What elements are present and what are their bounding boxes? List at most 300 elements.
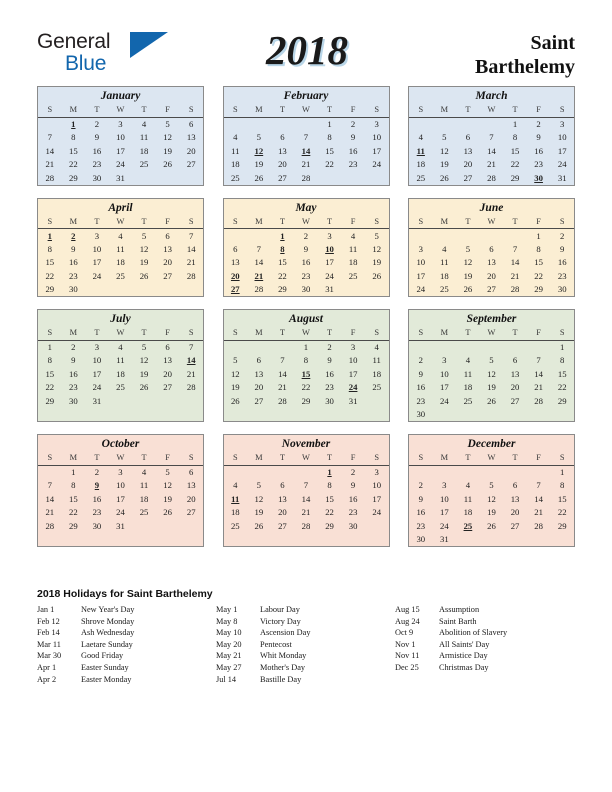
day-cell[interactable]: 3 <box>118 119 123 129</box>
day-cell[interactable]: 23 <box>557 270 567 281</box>
day-cell[interactable]: 7 <box>280 355 285 366</box>
day-cell[interactable]: 20 <box>163 257 172 268</box>
day-cell[interactable]: 8 <box>303 355 309 366</box>
month-block-july[interactable] <box>37 309 204 422</box>
day-cell[interactable]: 8 <box>71 480 76 491</box>
day-cell[interactable]: 4 <box>442 243 447 254</box>
month-block-september[interactable] <box>408 309 575 422</box>
day-cell[interactable]: 18 <box>230 507 240 518</box>
day-cell[interactable]: 22 <box>325 507 334 518</box>
day-cell[interactable]: 14 <box>534 493 543 504</box>
day-cell[interactable]: 29 <box>45 395 55 406</box>
day-cell-holiday[interactable]: 21 <box>254 270 264 281</box>
day-cell[interactable]: 26 <box>139 382 149 393</box>
day-cell[interactable]: 7 <box>536 480 541 491</box>
day-cell[interactable]: 5 <box>256 132 262 143</box>
day-cell[interactable]: 21 <box>186 368 196 379</box>
day-cell[interactable]: 4 <box>118 342 123 352</box>
day-cell[interactable]: 15 <box>557 493 567 504</box>
day-cell[interactable]: 29 <box>69 520 78 531</box>
day-cell[interactable]: 27 <box>487 284 496 295</box>
day-cell[interactable]: 19 <box>487 382 496 393</box>
day-cell[interactable]: 28 <box>487 172 496 183</box>
day-cell[interactable]: 6 <box>165 230 170 241</box>
day-cell[interactable]: 15 <box>325 145 334 156</box>
day-cell[interactable]: 9 <box>94 132 100 143</box>
day-cell[interactable]: 8 <box>327 132 332 143</box>
day-cell[interactable]: 24 <box>325 270 334 281</box>
day-cell[interactable]: 5 <box>489 480 494 491</box>
day-cell[interactable]: 11 <box>139 132 149 143</box>
day-cell[interactable]: 22 <box>301 382 311 393</box>
day-cell[interactable]: 2 <box>350 119 356 129</box>
day-cell[interactable]: 27 <box>278 520 287 531</box>
day-cell[interactable]: 21 <box>487 159 496 170</box>
day-cell[interactable]: 24 <box>557 159 567 170</box>
day-cell[interactable]: 25 <box>116 270 125 281</box>
day-cell[interactable]: 24 <box>92 270 102 281</box>
day-cell[interactable]: 21 <box>278 382 287 393</box>
day-cell[interactable]: 2 <box>560 230 565 241</box>
day-cell[interactable]: 27 <box>254 395 264 406</box>
day-cell[interactable]: 23 <box>534 159 543 170</box>
day-cell[interactable]: 29 <box>557 520 567 531</box>
day-cell[interactable]: 20 <box>163 368 172 379</box>
day-cell[interactable]: 24 <box>440 520 449 531</box>
day-cell[interactable]: 18 <box>116 368 125 379</box>
day-cell[interactable]: 4 <box>374 342 379 352</box>
day-cell[interactable]: 9 <box>536 132 541 143</box>
day-cell[interactable]: 16 <box>325 368 334 379</box>
day-cell[interactable]: 17 <box>372 145 382 156</box>
day-cell[interactable]: 19 <box>230 382 240 393</box>
day-cell[interactable]: 18 <box>116 257 125 268</box>
day-cell[interactable]: 11 <box>372 355 381 366</box>
day-cell[interactable]: 17 <box>116 493 125 504</box>
day-cell[interactable]: 12 <box>463 257 473 268</box>
day-cell[interactable]: 21 <box>301 507 311 518</box>
day-cell[interactable]: 21 <box>534 382 543 393</box>
day-cell[interactable]: 12 <box>440 145 449 156</box>
day-cell[interactable]: 21 <box>45 507 55 518</box>
day-cell[interactable]: 26 <box>487 395 496 406</box>
day-cell[interactable]: 4 <box>350 230 356 241</box>
day-cell[interactable]: 19 <box>440 159 449 170</box>
day-cell[interactable]: 23 <box>348 159 358 170</box>
day-cell[interactable]: 29 <box>510 172 520 183</box>
day-cell[interactable]: 1 <box>47 342 52 352</box>
day-cell[interactable]: 29 <box>534 284 543 295</box>
day-cell[interactable]: 21 <box>301 159 311 170</box>
day-cell[interactable]: 23 <box>92 159 102 170</box>
day-cell[interactable]: 27 <box>186 159 196 170</box>
day-cell[interactable]: 31 <box>348 395 358 406</box>
day-cell[interactable]: 15 <box>69 493 78 504</box>
day-cell[interactable]: 18 <box>230 159 240 170</box>
day-cell[interactable]: 16 <box>534 145 543 156</box>
day-cell[interactable]: 24 <box>116 159 125 170</box>
month-block-january[interactable] <box>37 86 204 186</box>
day-cell[interactable]: 10 <box>348 355 358 366</box>
day-cell[interactable]: 27 <box>163 382 172 393</box>
day-cell[interactable]: 10 <box>557 132 567 143</box>
day-cell[interactable]: 28 <box>278 395 287 406</box>
day-cell[interactable]: 3 <box>94 230 100 241</box>
day-cell[interactable]: 1 <box>536 230 541 241</box>
day-cell[interactable]: 25 <box>463 395 473 406</box>
day-cell[interactable]: 13 <box>230 257 240 268</box>
day-cell[interactable]: 6 <box>189 467 194 477</box>
day-cell[interactable]: 13 <box>278 145 287 156</box>
day-cell[interactable]: 6 <box>280 132 285 143</box>
day-cell[interactable]: 17 <box>348 368 358 379</box>
day-cell[interactable]: 17 <box>440 382 449 393</box>
day-cell[interactable]: 11 <box>348 243 358 254</box>
day-cell[interactable]: 25 <box>440 284 449 295</box>
day-cell[interactable]: 9 <box>418 368 423 379</box>
day-cell-holiday[interactable]: 8 <box>280 243 285 254</box>
day-cell[interactable]: 22 <box>534 270 543 281</box>
day-cell[interactable]: 8 <box>536 243 541 254</box>
day-cell[interactable]: 21 <box>510 270 520 281</box>
day-cell[interactable]: 20 <box>278 507 287 518</box>
day-cell[interactable]: 15 <box>45 368 55 379</box>
month-block-may[interactable] <box>223 198 390 298</box>
day-cell-holiday[interactable]: 14 <box>186 355 196 366</box>
day-cell[interactable]: 23 <box>416 395 426 406</box>
day-cell[interactable]: 26 <box>230 395 240 406</box>
day-cell-holiday[interactable]: 14 <box>301 145 311 156</box>
day-cell[interactable]: 12 <box>163 132 172 143</box>
day-cell[interactable]: 10 <box>92 355 102 366</box>
day-cell[interactable]: 4 <box>465 355 471 366</box>
day-cell[interactable]: 16 <box>92 145 102 156</box>
day-cell[interactable]: 21 <box>186 257 196 268</box>
day-cell[interactable]: 17 <box>325 257 334 268</box>
month-block-november[interactable] <box>223 434 390 547</box>
day-cell[interactable]: 25 <box>139 159 149 170</box>
day-cell[interactable]: 31 <box>557 172 567 183</box>
day-cell[interactable]: 30 <box>69 284 78 295</box>
day-cell[interactable]: 23 <box>325 382 334 393</box>
day-cell[interactable]: 28 <box>510 284 520 295</box>
day-cell[interactable]: 16 <box>557 257 567 268</box>
day-cell[interactable]: 8 <box>512 132 518 143</box>
day-cell-holiday[interactable]: 1 <box>71 119 76 129</box>
day-cell[interactable]: 5 <box>165 119 170 129</box>
day-cell[interactable]: 16 <box>348 145 358 156</box>
day-cell[interactable]: 2 <box>418 355 423 366</box>
day-cell[interactable]: 3 <box>94 342 100 352</box>
day-cell-holiday[interactable]: 12 <box>254 145 264 156</box>
day-cell[interactable]: 17 <box>416 270 426 281</box>
day-cell[interactable]: 7 <box>512 243 518 254</box>
day-cell[interactable]: 22 <box>69 507 78 518</box>
day-cell[interactable]: 20 <box>510 507 520 518</box>
day-cell[interactable]: 29 <box>301 395 311 406</box>
day-cell[interactable]: 21 <box>45 159 55 170</box>
day-cell[interactable]: 15 <box>534 257 543 268</box>
day-cell[interactable]: 10 <box>92 243 102 254</box>
day-cell[interactable]: 13 <box>278 493 287 504</box>
day-cell[interactable]: 3 <box>118 467 123 477</box>
day-cell[interactable]: 12 <box>139 243 149 254</box>
day-cell[interactable]: 12 <box>487 368 496 379</box>
day-cell[interactable]: 13 <box>510 368 520 379</box>
day-cell[interactable]: 6 <box>512 355 518 366</box>
day-cell-holiday[interactable]: 10 <box>325 243 334 254</box>
day-cell[interactable]: 15 <box>325 493 334 504</box>
day-cell[interactable]: 3 <box>442 355 447 366</box>
day-cell[interactable]: 31 <box>116 172 125 183</box>
day-cell[interactable]: 7 <box>256 243 262 254</box>
day-cell[interactable]: 13 <box>254 368 264 379</box>
day-cell[interactable]: 4 <box>418 132 423 143</box>
day-cell[interactable]: 11 <box>231 145 240 156</box>
day-cell[interactable]: 3 <box>350 342 356 352</box>
day-cell[interactable]: 18 <box>440 270 449 281</box>
day-cell-holiday[interactable]: 1 <box>280 230 285 241</box>
day-cell[interactable]: 29 <box>69 172 78 183</box>
day-cell[interactable]: 1 <box>327 119 332 129</box>
day-cell[interactable]: 19 <box>139 368 149 379</box>
day-cell[interactable]: 3 <box>374 119 379 129</box>
day-cell[interactable]: 20 <box>186 493 196 504</box>
day-cell[interactable]: 28 <box>186 270 196 281</box>
day-cell[interactable]: 17 <box>557 145 567 156</box>
day-cell[interactable]: 25 <box>230 520 240 531</box>
day-cell[interactable]: 13 <box>186 480 196 491</box>
day-cell[interactable]: 13 <box>186 132 196 143</box>
day-cell[interactable]: 27 <box>510 520 520 531</box>
day-cell[interactable]: 29 <box>557 395 567 406</box>
day-cell[interactable]: 3 <box>560 119 565 129</box>
month-block-april[interactable] <box>37 198 204 298</box>
day-cell-holiday[interactable]: 25 <box>463 520 473 531</box>
day-cell[interactable]: 27 <box>278 172 287 183</box>
day-cell[interactable]: 8 <box>327 480 332 491</box>
day-cell[interactable]: 28 <box>45 520 55 531</box>
day-cell-holiday[interactable]: 24 <box>348 382 358 393</box>
day-cell[interactable]: 11 <box>440 257 449 268</box>
day-cell[interactable]: 16 <box>348 493 358 504</box>
day-cell[interactable]: 26 <box>139 270 149 281</box>
day-cell[interactable]: 26 <box>163 507 172 518</box>
day-cell[interactable]: 31 <box>92 395 102 406</box>
day-cell[interactable]: 30 <box>416 409 426 420</box>
day-cell[interactable]: 25 <box>372 382 382 393</box>
month-block-june[interactable] <box>408 198 575 298</box>
day-cell[interactable]: 19 <box>163 493 172 504</box>
day-cell[interactable]: 30 <box>69 395 78 406</box>
day-cell[interactable]: 9 <box>327 355 332 366</box>
day-cell[interactable]: 25 <box>416 172 426 183</box>
day-cell[interactable]: 22 <box>45 270 55 281</box>
day-cell[interactable]: 17 <box>92 257 102 268</box>
day-cell[interactable]: 23 <box>69 270 78 281</box>
day-cell[interactable]: 6 <box>489 243 494 254</box>
day-cell-holiday[interactable]: 27 <box>230 284 240 295</box>
day-cell[interactable]: 26 <box>254 520 264 531</box>
day-cell[interactable]: 7 <box>536 355 541 366</box>
day-cell[interactable]: 1 <box>560 342 565 352</box>
day-cell[interactable]: 28 <box>186 382 196 393</box>
day-cell[interactable]: 10 <box>440 368 449 379</box>
day-cell[interactable]: 4 <box>141 467 147 477</box>
day-cell[interactable]: 13 <box>163 355 172 366</box>
day-cell[interactable]: 23 <box>416 520 426 531</box>
day-cell[interactable]: 4 <box>118 230 123 241</box>
day-cell[interactable]: 8 <box>560 355 565 366</box>
day-cell[interactable]: 5 <box>165 467 170 477</box>
day-cell[interactable]: 26 <box>463 284 473 295</box>
day-cell[interactable]: 8 <box>47 243 52 254</box>
day-cell[interactable]: 7 <box>489 132 494 143</box>
day-cell[interactable]: 17 <box>440 507 449 518</box>
day-cell[interactable]: 30 <box>92 172 102 183</box>
day-cell[interactable]: 5 <box>256 480 262 491</box>
month-block-march[interactable] <box>408 86 575 186</box>
day-cell[interactable]: 7 <box>189 342 194 352</box>
day-cell[interactable]: 19 <box>463 270 473 281</box>
day-cell[interactable]: 28 <box>301 172 311 183</box>
day-cell[interactable]: 13 <box>487 257 496 268</box>
day-cell[interactable]: 26 <box>372 270 382 281</box>
day-cell-holiday[interactable]: 9 <box>94 480 100 491</box>
day-cell[interactable]: 28 <box>301 520 311 531</box>
day-cell[interactable]: 26 <box>487 520 496 531</box>
day-cell[interactable]: 14 <box>301 493 311 504</box>
day-cell[interactable]: 5 <box>233 355 238 366</box>
day-cell[interactable]: 16 <box>69 257 78 268</box>
day-cell[interactable]: 4 <box>141 119 147 129</box>
day-cell[interactable]: 12 <box>230 368 240 379</box>
day-cell[interactable]: 31 <box>325 284 334 295</box>
day-cell[interactable]: 7 <box>47 132 52 143</box>
day-cell[interactable]: 14 <box>487 145 496 156</box>
day-cell[interactable]: 29 <box>278 284 287 295</box>
day-cell[interactable]: 13 <box>463 145 473 156</box>
day-cell[interactable]: 25 <box>116 382 125 393</box>
day-cell[interactable]: 22 <box>69 159 78 170</box>
day-cell[interactable]: 13 <box>510 493 520 504</box>
day-cell-holiday[interactable]: 1 <box>47 230 52 241</box>
day-cell[interactable]: 1 <box>303 342 309 352</box>
day-cell[interactable]: 2 <box>94 119 100 129</box>
day-cell[interactable]: 30 <box>301 284 311 295</box>
day-cell[interactable]: 18 <box>463 382 473 393</box>
day-cell[interactable]: 19 <box>254 159 264 170</box>
day-cell[interactable]: 3 <box>418 243 423 254</box>
day-cell[interactable]: 18 <box>463 507 473 518</box>
day-cell[interactable]: 11 <box>463 493 473 504</box>
day-cell[interactable]: 30 <box>416 534 426 545</box>
day-cell[interactable]: 2 <box>94 467 100 477</box>
day-cell[interactable]: 2 <box>327 342 332 352</box>
day-cell[interactable]: 18 <box>416 159 426 170</box>
day-cell[interactable]: 28 <box>534 395 543 406</box>
day-cell[interactable]: 13 <box>163 243 172 254</box>
day-cell[interactable]: 1 <box>512 119 518 129</box>
day-cell[interactable]: 9 <box>418 493 423 504</box>
day-cell[interactable]: 29 <box>325 520 334 531</box>
day-cell[interactable]: 1 <box>560 467 565 477</box>
day-cell[interactable]: 5 <box>374 230 379 241</box>
day-cell[interactable]: 22 <box>325 159 334 170</box>
day-cell[interactable]: 14 <box>45 493 55 504</box>
day-cell[interactable]: 6 <box>165 342 170 352</box>
day-cell[interactable]: 10 <box>372 132 382 143</box>
day-cell[interactable]: 26 <box>254 172 264 183</box>
day-cell[interactable]: 22 <box>557 382 567 393</box>
day-cell[interactable]: 19 <box>487 507 496 518</box>
day-cell[interactable]: 27 <box>163 270 172 281</box>
day-cell[interactable]: 28 <box>254 284 264 295</box>
day-cell[interactable]: 30 <box>557 284 567 295</box>
day-cell[interactable]: 2 <box>303 230 309 241</box>
day-cell-holiday[interactable]: 20 <box>230 270 240 281</box>
month-block-february[interactable] <box>223 86 390 186</box>
day-cell[interactable]: 17 <box>116 145 125 156</box>
day-cell[interactable]: 23 <box>301 270 311 281</box>
day-cell[interactable]: 14 <box>254 257 264 268</box>
day-cell[interactable]: 18 <box>372 368 382 379</box>
day-cell[interactable]: 12 <box>163 480 172 491</box>
day-cell[interactable]: 4 <box>233 480 238 491</box>
day-cell[interactable]: 15 <box>69 145 78 156</box>
day-cell[interactable]: 20 <box>463 159 473 170</box>
day-cell[interactable]: 15 <box>278 257 287 268</box>
day-cell[interactable]: 16 <box>416 382 426 393</box>
day-cell[interactable]: 15 <box>45 257 55 268</box>
day-cell[interactable]: 20 <box>487 270 496 281</box>
day-cell[interactable]: 10 <box>372 480 382 491</box>
day-cell[interactable]: 18 <box>139 493 149 504</box>
day-cell[interactable]: 5 <box>465 243 471 254</box>
day-cell[interactable]: 9 <box>560 243 565 254</box>
day-cell[interactable]: 24 <box>116 507 125 518</box>
day-cell[interactable]: 24 <box>92 382 102 393</box>
day-cell-holiday[interactable]: 11 <box>416 145 425 156</box>
day-cell[interactable]: 8 <box>71 132 76 143</box>
day-cell[interactable]: 5 <box>442 132 447 143</box>
day-cell[interactable]: 31 <box>116 520 125 531</box>
day-cell[interactable]: 23 <box>69 382 78 393</box>
day-cell[interactable]: 9 <box>71 355 76 366</box>
day-cell[interactable]: 10 <box>116 480 125 491</box>
day-cell[interactable]: 16 <box>69 368 78 379</box>
day-cell[interactable]: 22 <box>510 159 520 170</box>
day-cell[interactable]: 23 <box>92 507 102 518</box>
day-cell-holiday[interactable]: 11 <box>231 493 240 504</box>
day-cell[interactable]: 9 <box>71 243 76 254</box>
month-block-december[interactable] <box>408 434 575 547</box>
day-cell[interactable]: 25 <box>348 270 358 281</box>
month-block-october[interactable] <box>37 434 204 547</box>
day-cell[interactable]: 8 <box>560 480 565 491</box>
day-cell[interactable]: 19 <box>163 145 172 156</box>
day-cell[interactable]: 11 <box>116 243 125 254</box>
day-cell[interactable]: 8 <box>47 355 52 366</box>
day-cell[interactable]: 28 <box>534 520 543 531</box>
day-cell[interactable]: 18 <box>348 257 358 268</box>
day-cell[interactable]: 14 <box>534 368 543 379</box>
day-cell[interactable]: 29 <box>45 284 55 295</box>
day-cell[interactable]: 26 <box>163 159 172 170</box>
day-cell[interactable]: 12 <box>139 355 149 366</box>
day-cell[interactable]: 6 <box>233 243 238 254</box>
day-cell-holiday[interactable]: 30 <box>534 172 543 183</box>
